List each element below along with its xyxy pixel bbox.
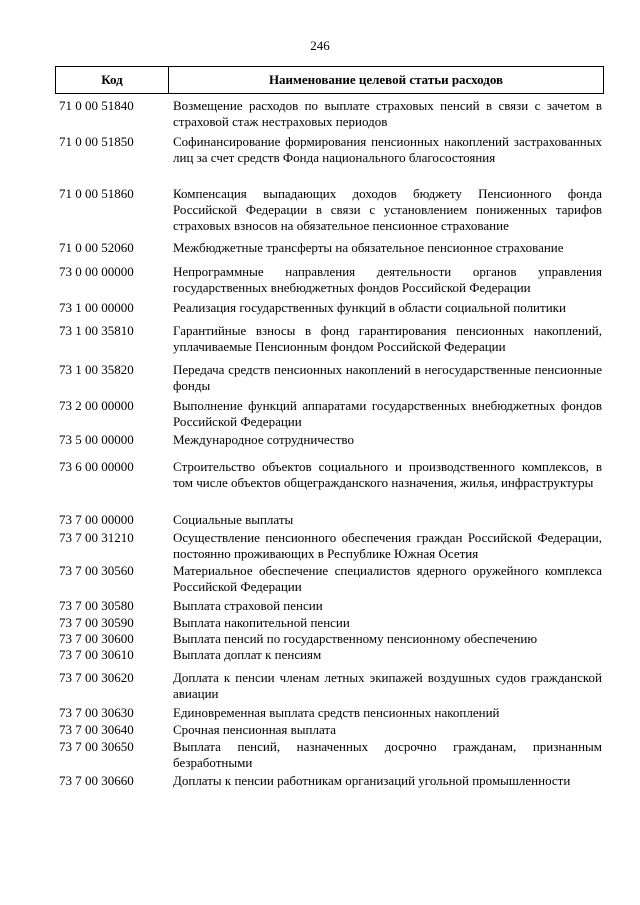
row-code: 73 7 00 30590 [59, 615, 134, 630]
table-row [55, 432, 604, 448]
row-code: 71 0 00 51840 [59, 98, 134, 113]
row-code: 73 1 00 35810 [59, 323, 134, 338]
table-row [55, 598, 604, 614]
row-code: 73 0 00 00000 [59, 264, 134, 279]
row-name: Осуществление пенсионного обеспечения граждан Российской Федерации, постоянно проживающих в Республике Южная Осетия [173, 530, 602, 561]
table-row [55, 512, 604, 528]
table-row [55, 615, 604, 631]
row-name: Строительство объектов социального и производственного комплексов, в том числе объектов общегражданского назначения, жилья, инфраструктуры [173, 459, 602, 490]
table-row [55, 705, 604, 721]
table-row [55, 459, 604, 491]
row-code: 71 0 00 52060 [59, 240, 134, 255]
row-code: 71 0 00 51850 [59, 134, 134, 149]
name-column-header: Наименование целевой статьи расходов [268, 72, 504, 87]
row-code: 73 7 00 30650 [59, 739, 134, 754]
row-name: Социальные выплаты [173, 512, 294, 527]
row-code: 73 7 00 30600 [59, 631, 134, 646]
table-row [55, 398, 604, 430]
row-name: Софинансирование формирования пенсионных накоплений застрахованных лиц за счет средств Фонда национального благосостояния [173, 134, 602, 165]
row-name: Единовременная выплата средств пенсионных накоплений [173, 705, 500, 720]
row-code: 73 6 00 00000 [59, 459, 134, 474]
table-row [55, 300, 604, 316]
row-code: 73 1 00 00000 [59, 300, 134, 315]
row-name: Возмещение расходов по выплате страховых пенсий в связи с зачетом в страховой стаж нестраховых периодов [173, 98, 602, 129]
row-code: 73 1 00 35820 [59, 362, 134, 377]
row-name: Выплата страховой пенсии [173, 598, 323, 613]
row-name: Выплата доплат к пенсиям [173, 647, 322, 662]
table-row [55, 240, 604, 256]
row-code: 71 0 00 51860 [59, 186, 134, 201]
row-name: Гарантийные взносы в фонд гарантирования пенсионных накоплений, уплачиваемые Пенсионным фондом Российской Федерации [173, 323, 602, 354]
table-row [55, 631, 604, 647]
table-row [55, 186, 604, 234]
row-name: Материальное обеспечение специалистов ядерного оружейного комплекса Российской Федерации [173, 563, 602, 594]
code-column-header: Код [56, 67, 169, 93]
table-header [55, 66, 604, 94]
table-row [55, 98, 604, 130]
row-name: Доплаты к пенсии работникам организаций угольной промышленности [173, 773, 571, 788]
row-name: Межбюджетные трансферты на обязательное пенсионное страхование [173, 240, 564, 255]
row-name: Компенсация выпадающих доходов бюджету Пенсионного фонда Российской Федерации в связи с установлением пониженных тарифов страховых взносов на обязательное пенсионное страхование [173, 186, 602, 233]
row-code: 73 7 00 30620 [59, 670, 134, 685]
row-code: 73 7 00 30610 [59, 647, 134, 662]
row-code: 73 7 00 30560 [59, 563, 134, 578]
row-code: 73 7 00 30640 [59, 722, 134, 737]
row-name: Реализация государственных функций в области социальной политики [173, 300, 566, 315]
row-name: Выплата пенсий по государственному пенсионному обеспечению [173, 631, 538, 646]
row-name: Выполнение функций аппаратами государственных внебюджетных фондов Российской Федерации [173, 398, 602, 429]
row-code: 73 2 00 00000 [59, 398, 134, 413]
row-name: Непрограммные направления деятельности органов управления государственных внебюджетных фондов Российской Федерации [173, 264, 602, 295]
table-row [55, 362, 604, 394]
row-name: Выплата накопительной пенсии [173, 615, 350, 630]
table-row [55, 670, 604, 702]
table-row [55, 739, 604, 771]
table-row [55, 134, 604, 166]
row-name: Доплата к пенсии членам летных экипажей воздушных судов гражданской авиации [173, 670, 602, 701]
row-name: Выплата пенсий, назначенных досрочно гражданам, признанным безработными [173, 739, 602, 770]
row-code: 73 5 00 00000 [59, 432, 134, 447]
table-row [55, 722, 604, 738]
row-name: Международное сотрудничество [173, 432, 354, 447]
table-row [55, 563, 604, 595]
row-code: 73 7 00 31210 [59, 530, 134, 545]
row-code: 73 7 00 30580 [59, 598, 134, 613]
table-row [55, 647, 604, 663]
page-number: 246 [310, 38, 330, 53]
table-row [55, 264, 604, 296]
row-name: Передача средств пенсионных накоплений в негосударственные пенсионные фонды [173, 362, 602, 393]
row-name: Срочная пенсионная выплата [173, 722, 337, 737]
row-code: 73 7 00 30660 [59, 773, 134, 788]
table-row [55, 530, 604, 562]
table-row [55, 323, 604, 355]
table-row [55, 773, 604, 789]
row-code: 73 7 00 00000 [59, 512, 134, 527]
row-code: 73 7 00 30630 [59, 705, 134, 720]
